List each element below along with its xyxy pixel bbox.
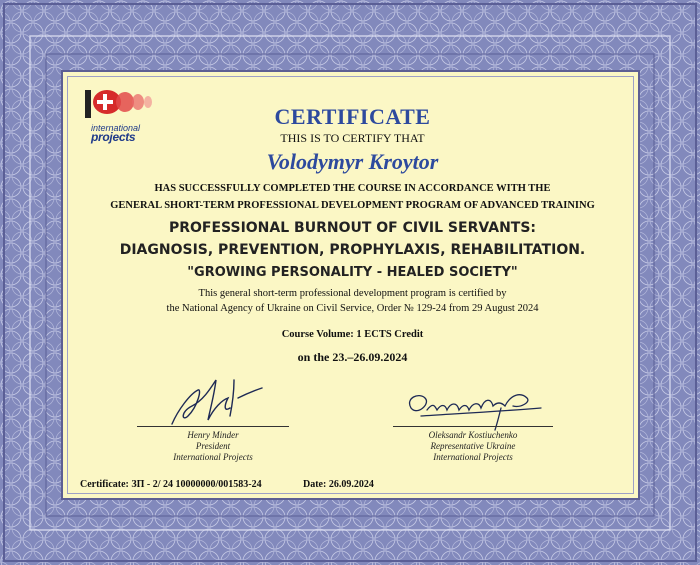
signature-president <box>158 372 268 432</box>
course-subtitle: "GROWING PERSONALITY - HEALED SOCIETY" <box>187 265 518 280</box>
course-title-line-2: DIAGNOSIS, PREVENTION, PROPHYLAXIS, REHABILITATION. <box>119 242 586 258</box>
logo-text-line1: international <box>91 123 141 133</box>
signature-representative <box>401 384 551 432</box>
signatory-president <box>113 430 313 463</box>
course-volume: Course Volume: 1 ECTS Credit <box>281 329 424 340</box>
signatory-representative <box>373 430 573 463</box>
logo-text-line2: projects <box>91 130 136 144</box>
certificate-panel <box>61 70 640 500</box>
certificate-number-value: ЗП - 2/ 24 10000000/001583-24 <box>131 479 262 490</box>
certification-info-line-2: the National Agency of Ukraine on Civil Service, Order № 129-24 from 29 August 2024 <box>166 303 539 314</box>
signatory-name: Oleksandr Kostiuchenko <box>428 430 518 440</box>
course-dates: on the 23.–26.09.2024 <box>297 350 408 364</box>
issue-date <box>303 479 374 490</box>
issue-date-value: 26.09.2024 <box>328 479 374 490</box>
completed-line-1: HAS SUCCESSFULLY COMPLETED THE COURSE IN ACCORDANCE WITH THE <box>154 183 551 194</box>
signatory-role: President <box>195 441 231 451</box>
signature-line-president <box>137 426 289 427</box>
completed-line-2: GENERAL SHORT-TERM PROFESSIONAL DEVELOPMENT PROGRAM OF ADVANCED TRAINING <box>110 200 595 211</box>
signatory-name: Henry Minder <box>187 430 239 440</box>
issue-date-label: Date: <box>303 479 327 490</box>
signatory-org: International Projects <box>173 452 253 462</box>
recipient-name: Volodymyr Kroytor <box>266 149 439 174</box>
certificate-number-label: Certificate: <box>80 479 129 490</box>
certificate-number <box>80 479 262 490</box>
certification-info-line-1: This general short-term professional development program is certified by <box>198 288 507 299</box>
certify-line: THIS IS TO CERTIFY THAT <box>280 131 425 145</box>
signatory-org: International Projects <box>433 452 513 462</box>
certificate-title: CERTIFICATE <box>274 104 431 129</box>
signatory-role: Representative Ukraine <box>430 441 516 451</box>
signature-line-representative <box>393 426 553 427</box>
course-title-line-1: PROFESSIONAL BURNOUT OF CIVIL SERVANTS: <box>168 220 537 236</box>
